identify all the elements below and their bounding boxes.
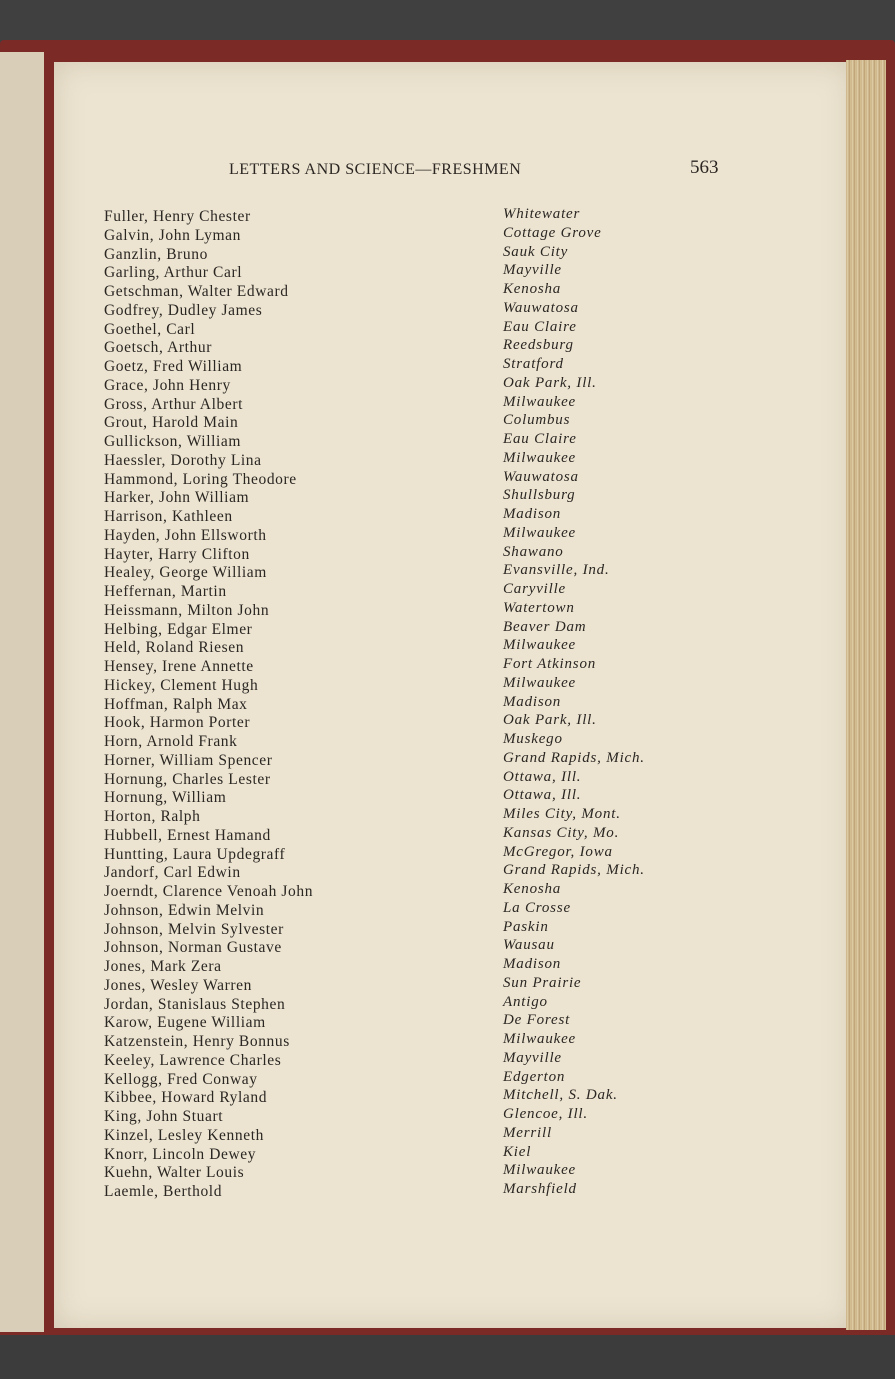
hometown: Kenosha bbox=[503, 281, 562, 297]
list-item bbox=[104, 618, 704, 640]
list-item bbox=[104, 393, 704, 415]
student-name: Kellogg, Fred Conway bbox=[104, 1070, 258, 1088]
student-name: Fuller, Henry Chester bbox=[104, 208, 251, 225]
student-name: Hornung, Charles Lester bbox=[104, 770, 271, 788]
list-item bbox=[104, 693, 704, 715]
list-item bbox=[104, 1014, 704, 1033]
list-item bbox=[104, 824, 704, 846]
hometown: Antigo bbox=[503, 993, 548, 1010]
list-item bbox=[104, 864, 704, 883]
list-item bbox=[104, 768, 704, 790]
student-name: Johnson, Norman Gustave bbox=[104, 939, 282, 957]
student-name: Ganzlin, Bruno bbox=[104, 245, 208, 263]
hometown: Caryville bbox=[503, 581, 567, 597]
hometown: Grand Rapids, Mich. bbox=[503, 862, 645, 879]
hometown: Wauwatosa bbox=[503, 299, 579, 316]
student-name: Joerndt, Clarence Venoah John bbox=[104, 883, 314, 900]
hometown: Mitchell, S. Dak. bbox=[503, 1087, 618, 1104]
list-item bbox=[104, 749, 704, 771]
list-item bbox=[104, 1183, 704, 1202]
student-name: Helbing, Edgar Elmer bbox=[104, 620, 253, 638]
hometown: Edgerton bbox=[503, 1068, 566, 1085]
hometown: Ottawa, Ill. bbox=[503, 768, 582, 785]
list-item bbox=[104, 449, 704, 471]
list-item bbox=[104, 543, 704, 565]
student-name: Johnson, Melvin Sylvester bbox=[104, 920, 284, 938]
hometown: Milwaukee bbox=[503, 449, 577, 466]
list-item bbox=[104, 1164, 704, 1183]
hometown: Madison bbox=[503, 693, 562, 710]
page-number: 563 bbox=[690, 157, 719, 178]
hometown: Ottawa, Ill. bbox=[503, 787, 582, 804]
hometown: Milwaukee bbox=[503, 674, 577, 691]
student-name: Hensey, Irene Annette bbox=[104, 658, 254, 675]
hometown: Milwaukee bbox=[503, 637, 577, 654]
student-name: Heissmann, Milton John bbox=[104, 601, 270, 619]
list-item bbox=[104, 489, 704, 508]
list-item bbox=[104, 1049, 704, 1071]
student-name: Goetz, Fred William bbox=[104, 358, 243, 375]
hometown: Oak Park, Ill. bbox=[503, 374, 597, 391]
list-item bbox=[104, 433, 704, 452]
list-item bbox=[104, 358, 704, 377]
student-name: Hayden, John Ellsworth bbox=[104, 526, 267, 544]
list-item bbox=[104, 508, 704, 527]
list-item bbox=[104, 208, 704, 227]
student-name: Johnson, Edwin Melvin bbox=[104, 901, 265, 919]
hometown: Grand Rapids, Mich. bbox=[503, 749, 645, 766]
student-name: Garling, Arthur Carl bbox=[104, 264, 243, 282]
hometown: Columbus bbox=[503, 412, 571, 429]
hometown: Wauwatosa bbox=[503, 468, 579, 485]
student-name: Huntting, Laura Updegraff bbox=[104, 845, 286, 863]
hometown: Evansville, Ind. bbox=[503, 562, 610, 579]
hometown: Stratford bbox=[503, 356, 564, 372]
hometown: Milwaukee bbox=[503, 524, 577, 541]
student-name: Kinzel, Lesley Kenneth bbox=[104, 1126, 264, 1144]
scan-background-bottom bbox=[0, 1335, 895, 1379]
hometown: McGregor, Iowa bbox=[503, 843, 613, 860]
list-item bbox=[104, 339, 704, 358]
hometown: Eau Claire bbox=[503, 318, 577, 335]
hometown: Mayville bbox=[503, 262, 562, 279]
hometown: Milwaukee bbox=[503, 1162, 577, 1179]
hometown: Watertown bbox=[503, 599, 575, 616]
list-item bbox=[104, 599, 704, 621]
list-item bbox=[104, 564, 704, 583]
student-name: Jordan, Stanislaus Stephen bbox=[104, 995, 286, 1013]
student-name: Haessler, Dorothy Lina bbox=[104, 451, 262, 469]
hometown: Milwaukee bbox=[503, 393, 577, 410]
hometown: De Forest bbox=[503, 1012, 571, 1029]
student-name: King, John Stuart bbox=[104, 1108, 224, 1125]
list-item bbox=[104, 283, 704, 302]
list-item bbox=[104, 414, 704, 433]
student-name: Hornung, William bbox=[104, 789, 227, 807]
hometown: Madison bbox=[503, 956, 562, 972]
student-name: Kibbee, Howard Ryland bbox=[104, 1089, 268, 1107]
student-name: Hickey, Clement Hugh bbox=[104, 676, 259, 694]
running-head: LETTERS AND SCIENCE—FRESHMEN bbox=[229, 161, 522, 178]
student-name: Getschman, Walter Edward bbox=[104, 283, 289, 300]
student-list bbox=[104, 208, 704, 1202]
student-name: Hammond, Loring Theodore bbox=[104, 470, 297, 488]
list-item bbox=[104, 658, 704, 677]
hometown: Madison bbox=[503, 506, 562, 522]
hometown: Wausau bbox=[503, 937, 555, 954]
list-item bbox=[104, 1089, 704, 1108]
page-edges bbox=[846, 60, 886, 1330]
student-name: Galvin, John Lyman bbox=[104, 226, 241, 244]
student-name: Hubbell, Ernest Hamand bbox=[104, 826, 271, 844]
hometown: Oak Park, Ill. bbox=[503, 712, 597, 729]
hometown: Sauk City bbox=[503, 243, 569, 260]
student-name: Heffernan, Martin bbox=[104, 583, 227, 600]
student-name: Horn, Arnold Frank bbox=[104, 733, 238, 750]
student-name: Harker, John William bbox=[104, 489, 250, 507]
list-item bbox=[104, 939, 704, 958]
student-name: Goetsch, Arthur bbox=[104, 339, 213, 357]
hometown: Paskin bbox=[503, 918, 549, 935]
list-item bbox=[104, 224, 704, 246]
list-item bbox=[104, 883, 704, 902]
hometown: Kiel bbox=[503, 1143, 532, 1160]
list-item bbox=[104, 299, 704, 321]
hometown: La Crosse bbox=[503, 899, 571, 916]
hometown: Whitewater bbox=[503, 206, 581, 222]
student-name: Horner, William Spencer bbox=[104, 751, 273, 769]
hometown: Shullsburg bbox=[503, 487, 576, 504]
hometown: Shawano bbox=[503, 543, 564, 560]
hometown: Eau Claire bbox=[503, 431, 577, 447]
list-item bbox=[104, 1124, 704, 1146]
student-name: Jones, Wesley Warren bbox=[104, 976, 252, 994]
hometown: Miles City, Mont. bbox=[503, 806, 621, 822]
student-name: Horton, Ralph bbox=[104, 808, 201, 825]
list-item bbox=[104, 639, 704, 658]
hometown: Kansas City, Mo. bbox=[503, 824, 620, 841]
hometown: Marshfield bbox=[503, 1181, 577, 1197]
list-item bbox=[104, 1108, 704, 1127]
list-item bbox=[104, 374, 704, 396]
hometown: Merrill bbox=[503, 1124, 552, 1141]
list-item bbox=[104, 974, 704, 996]
hometown: Kenosha bbox=[503, 881, 562, 897]
student-name: Kuehn, Walter Louis bbox=[104, 1164, 245, 1182]
list-item bbox=[104, 899, 704, 921]
student-name: Grace, John Henry bbox=[104, 376, 231, 394]
previous-page-edge bbox=[0, 52, 44, 1332]
hometown: Glencoe, Ill. bbox=[503, 1106, 588, 1122]
hometown: Fort Atkinson bbox=[503, 656, 597, 672]
hometown: Beaver Dam bbox=[503, 618, 587, 635]
list-item bbox=[104, 264, 704, 283]
student-name: Laemle, Berthold bbox=[104, 1183, 223, 1200]
student-name: Hoffman, Ralph Max bbox=[104, 695, 248, 713]
student-name: Jones, Mark Zera bbox=[104, 958, 222, 975]
list-item bbox=[104, 1143, 704, 1165]
hometown: Muskego bbox=[503, 731, 563, 747]
list-item bbox=[104, 243, 704, 265]
hometown: Milwaukee bbox=[503, 1031, 577, 1047]
list-item bbox=[104, 468, 704, 490]
hometown: Mayville bbox=[503, 1049, 562, 1066]
student-name: Held, Roland Riesen bbox=[104, 639, 245, 657]
student-name: Harrison, Kathleen bbox=[104, 508, 233, 525]
list-item bbox=[104, 318, 704, 340]
student-name: Katzenstein, Henry Bonnus bbox=[104, 1033, 290, 1050]
student-name: Karow, Eugene William bbox=[104, 1014, 266, 1032]
list-item bbox=[104, 918, 704, 940]
student-name: Hayter, Harry Clifton bbox=[104, 545, 250, 563]
student-name: Goethel, Carl bbox=[104, 320, 196, 338]
list-item bbox=[104, 1033, 704, 1052]
student-name: Grout, Harold Main bbox=[104, 414, 239, 432]
student-name: Godfrey, Dudley James bbox=[104, 301, 263, 319]
student-name: Hook, Harmon Porter bbox=[104, 714, 251, 732]
student-name: Gullickson, William bbox=[104, 433, 242, 450]
student-name: Keeley, Lawrence Charles bbox=[104, 1051, 282, 1069]
list-item bbox=[104, 583, 704, 602]
student-name: Knorr, Lincoln Dewey bbox=[104, 1145, 257, 1163]
list-item bbox=[104, 714, 704, 733]
hometown: Sun Prairie bbox=[503, 974, 582, 991]
list-item bbox=[104, 524, 704, 546]
student-name: Healey, George William bbox=[104, 564, 267, 582]
hometown: Reedsburg bbox=[503, 337, 574, 354]
list-item bbox=[104, 674, 704, 696]
list-item bbox=[104, 993, 704, 1015]
list-item bbox=[104, 958, 704, 977]
hometown: Cottage Grove bbox=[503, 224, 602, 241]
student-name: Gross, Arthur Albert bbox=[104, 395, 244, 413]
student-name: Jandorf, Carl Edwin bbox=[104, 864, 241, 882]
